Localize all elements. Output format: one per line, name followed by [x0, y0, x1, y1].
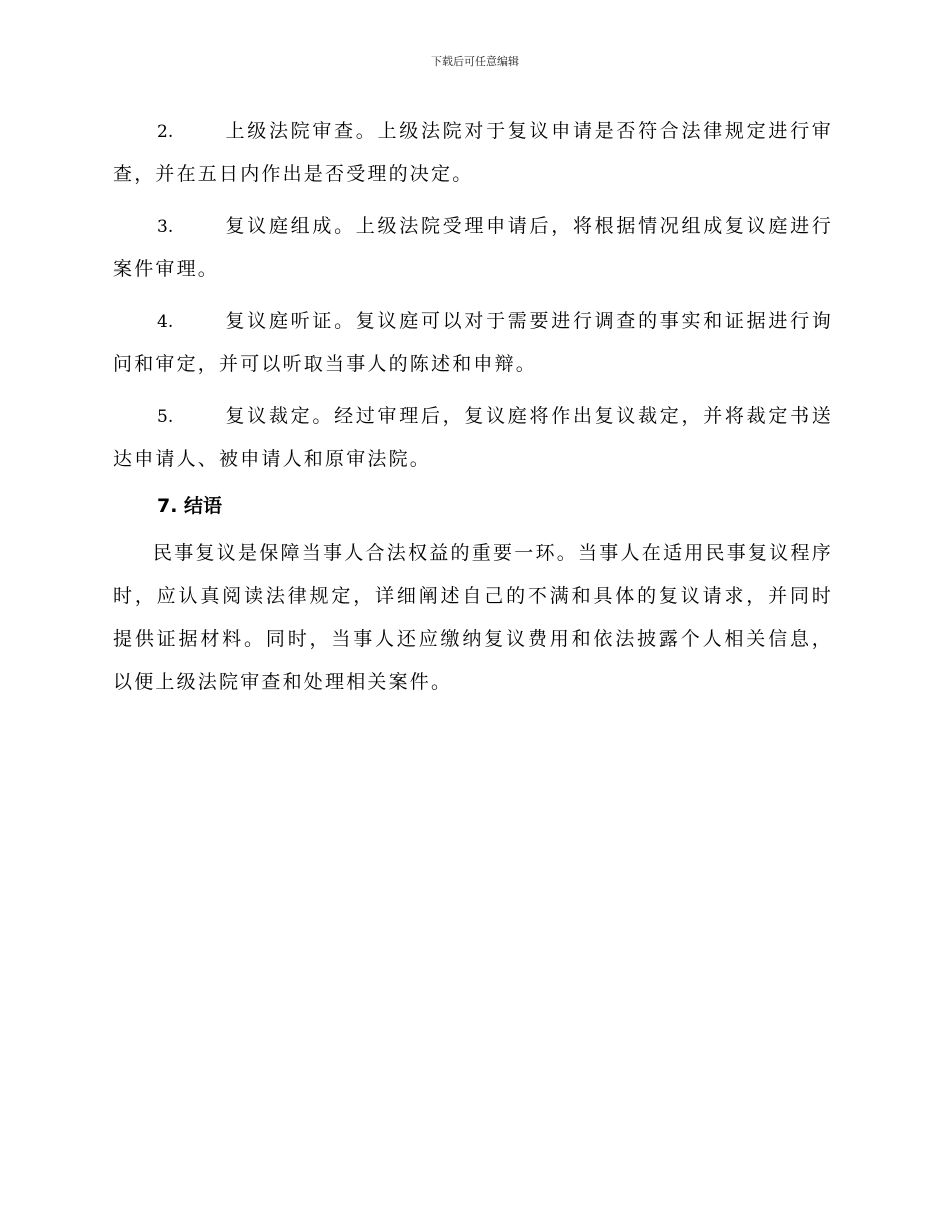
list-item	[113, 395, 833, 480]
list-item	[113, 300, 833, 385]
list-item-text: 上级法院审查。上级法院对于复议申请是否符合法律规定进行审查，并在五日内作出是否受理的决定。	[113, 120, 833, 185]
section-heading: 7. 结语	[157, 495, 223, 517]
list-item	[113, 205, 833, 290]
list-item-number: 3.	[157, 217, 174, 237]
list-item-number: 2.	[157, 122, 174, 142]
conclusion-paragraph: 民事复议是保障当事人合法权益的重要一环。当事人在适用民事复议程序时，应认真阅读法律规定，详细阐述自己的不满和具体的复议请求，并同时提供证据材料。同时，当事人还应缴纳复议费用和依法披露个人相关信息，以便上级法院审查和处理相关案件。	[113, 542, 833, 693]
list-item-text: 复议庭组成。上级法院受理申请后，将根据情况组成复议庭进行案件审理。	[113, 215, 833, 280]
list-item-text: 复议庭听证。复议庭可以对于需要进行调查的事实和证据进行询问和审定，并可以听取当事人的陈述和申辩。	[113, 310, 833, 375]
page-header: 下载后可任意编辑	[431, 55, 519, 68]
list-item-number: 4.	[157, 312, 174, 332]
list-item-text: 复议裁定。经过审理后，复议庭将作出复议裁定，并将裁定书送达申请人、被申请人和原审法院。	[113, 405, 833, 470]
list-item	[113, 110, 833, 195]
document-body	[113, 110, 833, 704]
list-item-number: 5.	[157, 407, 174, 427]
